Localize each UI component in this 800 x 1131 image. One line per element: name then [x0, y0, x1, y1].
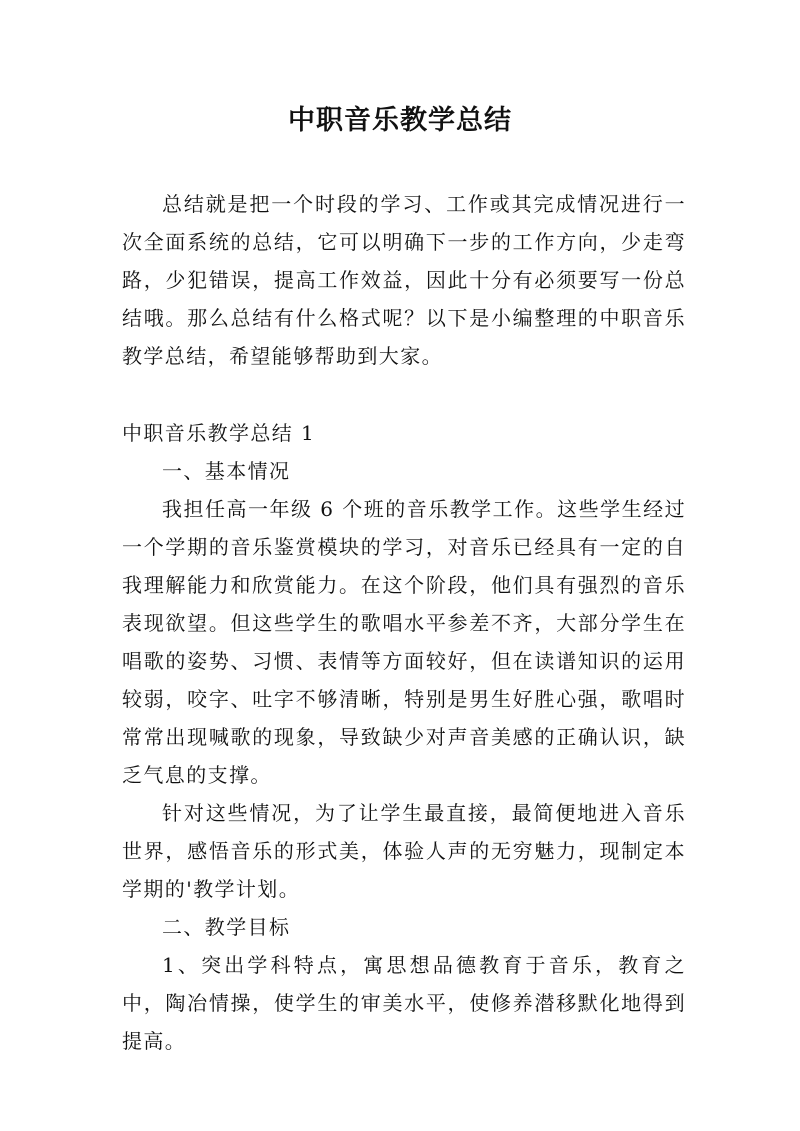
teaching-plan-paragraph: 针对这些情况，为了让学生最直接，最简便地进入音乐世界，感悟音乐的形式美，体验人声的无穷魅力，现制定本学期的'教学计划。: [122, 801, 686, 901]
teaching-goals-heading: 二、教学目标: [162, 915, 291, 939]
section-title: 中职音乐教学总结 1: [122, 421, 316, 445]
basic-situation-paragraph: 我担任高一年级 6 个班的音乐教学工作。这些学生经过一个学期的音乐鉴赏模块的学习，对音乐已经具有一定的自我理解能力和欣赏能力。在这个阶段，他们具有强烈的音乐表现欲望。但这些学生的歌唱水平参差不齐，大部分学生在唱歌的姿势、习惯、表情等方面较好，但在读谱知识的运用较弱，咬字、吐字不够清晰，特别是男生好胜心强，歌唱时常常出现喊歌的现象，导致缺少对声音美感的正确认识，缺乏气息的支撑。: [122, 497, 686, 787]
teaching-goal-1-paragraph: 1、突出学科特点，寓思想品德教育于音乐，教育之中，陶冶情操，使学生的审美水平，使修养潜移默化地得到提高。: [122, 953, 686, 1053]
intro-paragraph: 总结就是把一个时段的学习、工作或其完成情况进行一次全面系统的总结，它可以明确下一步的工作方向，少走弯路，少犯错误，提高工作效益，因此十分有必须要写一份总结哦。那么总结有什么格式呢？以下是小编整理的中职音乐教学总结，希望能够帮助到大家。: [122, 192, 686, 368]
section-content: [122, 414, 686, 1060]
document-title: 中职音乐教学总结: [288, 105, 512, 136]
basic-situation-heading: 一、基本情况: [162, 459, 291, 483]
intro-block: [122, 185, 686, 375]
